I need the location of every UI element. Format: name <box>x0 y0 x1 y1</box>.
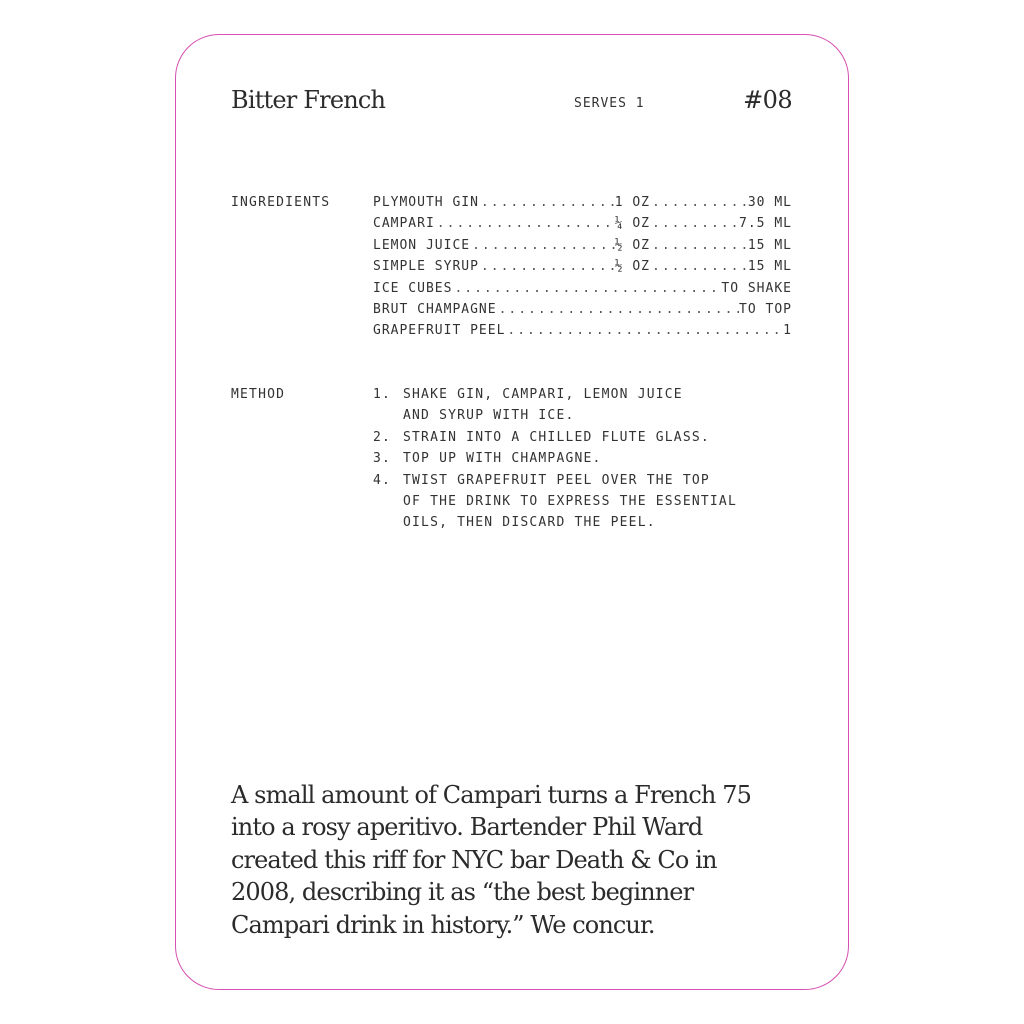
ingredient-metric: 15 ML <box>747 259 792 275</box>
ingredient-name: PLYMOUTH GIN <box>373 195 479 210</box>
method-step <box>373 384 792 427</box>
ingredient-metric: TO SHAKE <box>721 280 792 296</box>
leader-dots <box>650 213 739 234</box>
leader-dots <box>470 235 615 256</box>
ingredient-metric: 15 ML <box>747 237 792 253</box>
ingredient-name: CAMPARI <box>373 216 435 232</box>
ingredient-row <box>373 192 792 213</box>
recipe-title: Bitter French <box>231 86 386 114</box>
leader-dots <box>650 192 748 213</box>
leader-dots <box>479 256 615 277</box>
ingredient-name: SIMPLE SYRUP <box>373 259 479 275</box>
leader-dots <box>452 278 721 299</box>
leader-dots <box>479 192 615 213</box>
ingredient-amount: ¼ OZ <box>614 216 650 232</box>
ingredient-amount: ½ OZ <box>614 259 650 275</box>
step-number: 3. <box>373 451 392 467</box>
ingredient-row <box>373 320 792 341</box>
step-text: TOP UP WITH CHAMPAGNE. <box>403 451 602 467</box>
ingredient-row <box>373 278 792 299</box>
ingredient-row <box>373 299 792 320</box>
ingredient-row <box>373 213 792 234</box>
step-text: STRAIN INTO A CHILLED FLUTE GLASS. <box>403 429 710 445</box>
leader-dots <box>505 320 783 341</box>
leader-dots <box>650 256 748 277</box>
ingredient-name: ICE CUBES <box>373 280 453 296</box>
step-number: 2. <box>373 429 392 445</box>
method-list <box>373 384 792 534</box>
ingredient-name: BRUT CHAMPAGNE <box>373 302 497 318</box>
method-step <box>373 470 792 534</box>
leader-dots <box>435 213 615 234</box>
ingredient-name: LEMON JUICE <box>373 237 471 253</box>
leader-dots <box>497 299 739 320</box>
ingredient-metric-wrap <box>650 235 792 256</box>
ingredient-name: GRAPEFRUIT PEEL <box>373 323 506 339</box>
recipe-number: #08 <box>743 86 792 114</box>
ingredient-metric-wrap <box>650 213 792 234</box>
step-number: 1. <box>373 387 392 402</box>
step-text: TWIST GRAPEFRUIT PEEL OVER THE TOP OF THE DRINK TO EXPRESS THE ESSENTIAL OILS, THEN DISCARD THE PEEL. <box>403 472 737 531</box>
method-step <box>373 427 792 448</box>
ingredient-metric-wrap <box>650 256 792 277</box>
ingredient-metric: 7.5 ML <box>739 216 792 232</box>
method-step <box>373 448 792 469</box>
ingredients-label: INGREDIENTS <box>231 195 331 210</box>
method-label: METHOD <box>231 387 286 402</box>
ingredient-metric: 1 <box>783 323 792 339</box>
ingredient-metric-wrap <box>650 192 792 213</box>
step-text: SHAKE GIN, CAMPARI, LEMON JUICE AND SYRUP WITH ICE. <box>403 387 683 424</box>
serves-count: SERVES 1 <box>574 96 645 111</box>
ingredient-row <box>373 235 792 256</box>
ingredient-metric: TO TOP <box>739 302 792 318</box>
leader-dots <box>650 235 748 256</box>
step-number: 4. <box>373 472 392 488</box>
recipe-description: A small amount of Campari turns a French 75 into a rosy aperitivo. Bartender Phil Ward created this riff for NYC bar Death & Co in 2008, describing it as “the best beginner Campari drink in history.” We concur. <box>231 781 751 939</box>
ingredient-row <box>373 256 792 277</box>
ingredient-amount: ½ OZ <box>614 237 650 253</box>
ingredient-amount: 1 OZ <box>614 195 650 210</box>
ingredients-list <box>373 192 792 342</box>
ingredient-metric: 30 ML <box>747 195 792 210</box>
